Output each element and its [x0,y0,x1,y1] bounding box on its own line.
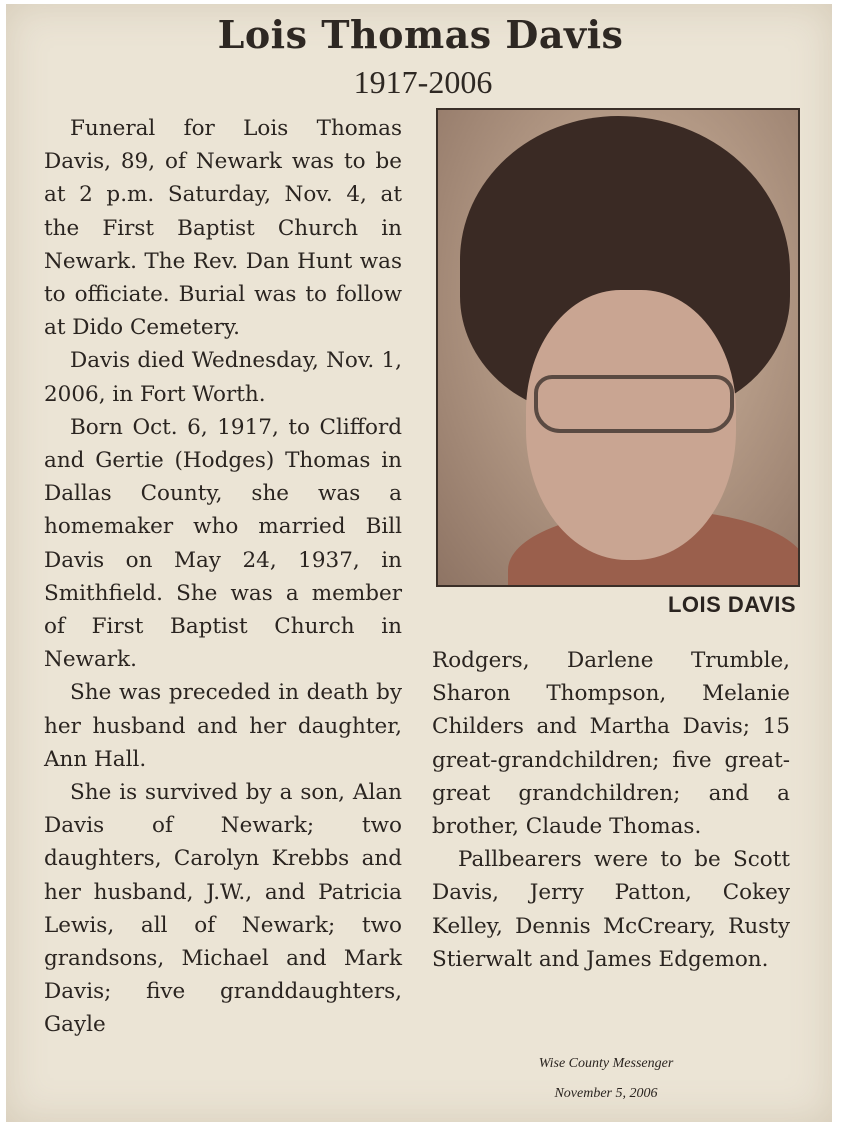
portrait-glasses [534,375,734,433]
paragraph-survivors: She is survived by a son, Alan Davis of Newark; two daughters, Carolyn Krebbs and her husband, J.W., and Patricia Lewis, all of Newark; two grandsons, Michael and Mark Davis; five granddaughters, Gayle [44,780,402,1038]
left-column [44,112,402,1042]
portrait-photo [436,108,800,587]
obituary-headline: Lois Thomas Davis [217,12,624,57]
paragraph-funeral: Funeral for Lois Thomas Davis, 89, of Newark was to be at 2 p.m. Saturday, Nov. 4, at the First Baptist Church in Newark. The Rev. Dan Hunt was to officiate. Burial was to follow at Dido Cemetery. [44,116,402,341]
paragraph-preceded: She was preceded in death by her husband and her daughter, Ann Hall. [44,680,402,772]
paragraph-pallbearers: Pallbearers were to be Scott Davis, Jerry Patton, Cokey Kelley, Dennis McCreary, Rusty Stierwalt and James Edgemon. [432,847,790,972]
photo-caption: LOIS DAVIS [667,592,796,617]
paragraph-survivors-continued: Rodgers, Darlene Trumble, Sharon Thompson, Melanie Childers and Martha Davis; 15 great-grandchildren; five great-great grandchildren; and a brother, Claude Thomas. [432,648,790,840]
right-column [432,644,790,976]
life-dates: 1917-2006 [353,64,493,100]
paragraph-birth: Born Oct. 6, 1917, to Clifford and Gertie (Hodges) Thomas in Dallas County, she was a homemaker who married Bill Davis on May 24, 1937, in Smithfield. She was a member of First Baptist Church in Newark. [44,414,402,673]
source-date: November 5, 2006 [554,1086,658,1101]
paragraph-death: Davis died Wednesday, Nov. 1, 2006, in Fort Worth. [44,348,402,407]
source-publication: Wise County Messenger [538,1056,674,1071]
